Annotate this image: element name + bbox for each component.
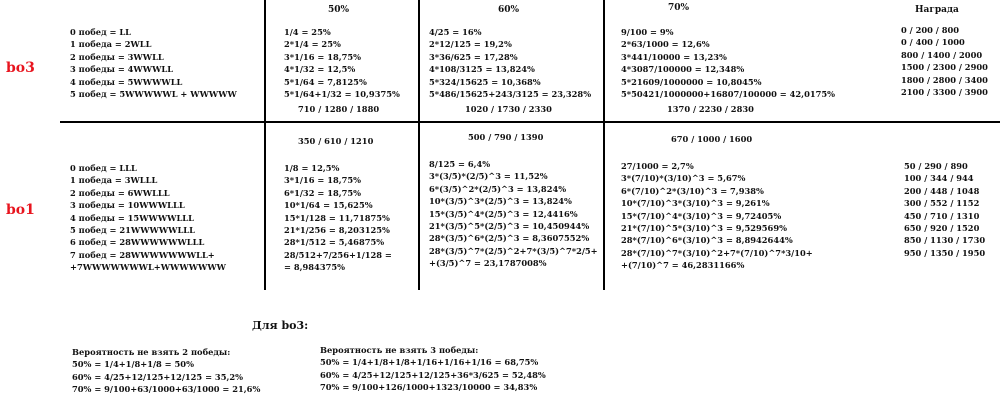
bo1-header-50: 350 / 610 / 1210 <box>298 136 374 146</box>
divider-row <box>60 121 1000 123</box>
list-item: 5 побед = 21WWWWWLLL <box>70 224 195 235</box>
list-item: 4*1/32 = 12,5% <box>284 64 356 75</box>
list-item: 650 / 920 / 1520 <box>904 222 980 233</box>
bo3-label: bo3 <box>6 60 35 76</box>
list-item: 1 победа = 3WLLL <box>70 175 158 186</box>
list-item: 9/100 = 9% <box>621 27 674 37</box>
bo1-p60-list <box>429 158 598 270</box>
list-item: 5*21609/1000000 = 10,8045% <box>621 76 762 87</box>
list-item: 0 / 400 / 1000 <box>901 37 965 48</box>
list-item: 3*(7/10)*(3/10)^3 = 5,67% <box>621 173 746 184</box>
list-item: 4 победы = 5WWWWLL <box>70 76 183 87</box>
list-item: 1/4 = 25% <box>284 27 331 37</box>
list-item: 1/8 = 12,5% <box>284 163 340 173</box>
list-item: 5 побед = 5WWWWWL + WWWWW <box>70 88 237 99</box>
list-item: 27/1000 = 2,7% <box>621 161 694 171</box>
list-item: 2100 / 3300 / 3900 <box>901 86 988 97</box>
list-item: 21*1/256 = 8,203125% <box>284 224 390 235</box>
list-item: 28*(7/10)^6*(3/10)^3 = 8,8942644% <box>621 235 793 246</box>
list-item: 15*1/128 = 11,71875% <box>284 212 390 223</box>
list-item: 100 / 344 / 944 <box>904 173 974 184</box>
bo3-p70-list <box>621 26 835 100</box>
list-item: 3 победы = 10WWWLLL <box>70 200 185 211</box>
not-two-wins-block <box>72 346 260 396</box>
list-item: 28*1/512 = 5,46875% <box>284 237 385 248</box>
list-item: 450 / 710 / 1310 <box>904 210 980 221</box>
list-item: 28*(3/5)^7*(2/5)^2+7*(3/5)^7*2/5+ <box>429 245 598 256</box>
list-item: 4*3087/100000 = 12,348% <box>621 64 745 75</box>
list-item: 50 / 290 / 890 <box>904 161 968 171</box>
list-item: 0 / 200 / 800 <box>901 25 960 35</box>
divider-col-3 <box>603 0 605 290</box>
bo3-reward-list <box>901 24 988 98</box>
list-item: 1500 / 2300 / 2900 <box>901 62 988 73</box>
bo1-wins-list <box>70 162 226 274</box>
bo3-wins-list <box>70 26 237 100</box>
list-item: 15*(7/10)^4*(3/10)^3 = 9,72405% <box>621 210 782 221</box>
list-item: 8/125 = 6,4% <box>429 159 491 169</box>
list-item: 2 победы = 6WWLLL <box>70 187 170 198</box>
list-item: 5*1/64+1/32 = 10,9375% <box>284 88 400 99</box>
list-item: 60% = 4/25+12/125+12/125+36*3/625 = 52,48% <box>320 369 546 380</box>
list-item: 0 побед = LLL <box>70 163 137 173</box>
list-item: 50% = 1/4+1/8+1/8+1/16+1/16+1/16 = 68,75% <box>320 357 539 368</box>
bo1-p70-list <box>621 160 813 272</box>
list-item: 1800 / 2800 / 3400 <box>901 74 988 85</box>
list-item: 3*(3/5)*(2/5)^3 = 11,52% <box>429 171 548 182</box>
list-item: 10*(7/10)^3*(3/10)^3 = 9,261% <box>621 198 770 209</box>
footer-title: Для bo3: <box>252 319 309 332</box>
divider-col-2 <box>418 0 420 290</box>
list-item: 70% = 9/100+126/1000+1323/10000 = 34,83% <box>320 382 538 393</box>
list-item: 3*1/16 = 18,75% <box>284 51 362 62</box>
list-item: 6*1/32 = 18,75% <box>284 187 362 198</box>
not-three-wins-block <box>320 344 546 394</box>
list-item: 6*(3/5)^2*(2/5)^3 = 13,824% <box>429 183 567 194</box>
list-item: 300 / 552 / 1152 <box>904 198 980 209</box>
list-item: = 8,984375% <box>284 262 346 273</box>
list-item: 5*1/64 = 7,8125% <box>284 76 367 87</box>
list-item: 200 / 448 / 1048 <box>904 185 980 196</box>
list-item: 4*108/3125 = 13,824% <box>429 64 535 75</box>
bo3-p60-list <box>429 26 591 100</box>
list-item: 4 победы = 15WWWWLLL <box>70 212 194 223</box>
bo1-header-70: 670 / 1000 / 1600 <box>671 134 753 144</box>
list-item: 28*(7/10)^7*(3/10)^2+7*(7/10)^7*3/10+ <box>621 247 813 258</box>
list-item: 6*(7/10)^2*(3/10)^3 = 7,938% <box>621 185 764 196</box>
list-item: 70% = 9/100+63/1000+63/1000 = 21,6% <box>72 384 261 395</box>
list-item: 6 побед = 28WWWWWWLLL <box>70 237 205 248</box>
list-item: 0 побед = LL <box>70 27 132 37</box>
list-item: 28*(3/5)^6*(2/5)^3 = 8,3607552% <box>429 233 590 244</box>
list-item: 1 победа = 2WLL <box>70 39 152 50</box>
list-item: 60% = 4/25+12/125+12/125 = 35,2% <box>72 371 244 382</box>
bo1-p50-list <box>284 162 392 274</box>
list-item: 3 победы = 4WWWLL <box>70 64 174 75</box>
list-item: 2*63/1000 = 12,6% <box>621 39 710 50</box>
list-item: 21*(7/10)^5*(3/10)^3 = 9,529569% <box>621 222 787 233</box>
list-item: +(7/10)^7 = 46,2831166% <box>621 260 745 271</box>
list-item: 850 / 1130 / 1730 <box>904 235 986 246</box>
list-item: 50% = 1/4+1/8+1/8 = 50% <box>72 359 194 370</box>
list-item: 2*12/125 = 19,2% <box>429 39 512 50</box>
list-item: +(3/5)^7 = 23,1787008% <box>429 258 547 269</box>
list-item: 950 / 1350 / 1950 <box>904 247 986 258</box>
list-item: 10*(3/5)^3*(2/5)^3 = 13,824% <box>429 196 572 207</box>
bo3-header-50: 50% <box>328 5 350 15</box>
bo1-reward-list <box>904 160 985 259</box>
block-heading: Вероятность не взять 3 победы: <box>320 345 479 355</box>
list-item: 2*1/4 = 25% <box>284 39 341 50</box>
list-item: 10*1/64 = 15,625% <box>284 200 373 211</box>
list-item: +7WWWWWWWL+WWWWWWW <box>70 262 226 273</box>
list-item: 7 побед = 28WWWWWWWLL+ <box>70 249 215 260</box>
bo3-p50-list <box>284 26 400 100</box>
list-item: 2 победы = 3WWLL <box>70 51 164 62</box>
list-item: 5*324/15625 = 10,368% <box>429 76 541 87</box>
list-item: 3*36/625 = 17,28% <box>429 51 518 62</box>
bo3-header-reward: Награда <box>915 5 959 15</box>
list-item: 4/25 = 16% <box>429 27 482 37</box>
bo3-p50-total: 710 / 1280 / 1880 <box>298 104 380 114</box>
block-heading: Вероятность не взять 2 победы: <box>72 347 231 357</box>
bo3-header-60: 60% <box>498 5 520 15</box>
bo1-label: bo1 <box>6 202 35 218</box>
list-item: 28/512+7/256+1/128 = <box>284 249 392 260</box>
list-item: 3*1/16 = 18,75% <box>284 175 362 186</box>
list-item: 5*486/15625+243/3125 = 23,328% <box>429 88 592 99</box>
bo3-header-70: 70% <box>668 3 690 13</box>
bo3-p70-total: 1370 / 2230 / 2830 <box>667 104 754 114</box>
bo3-p60-total: 1020 / 1730 / 2330 <box>465 104 552 114</box>
bo1-header-60: 500 / 790 / 1390 <box>468 132 544 142</box>
list-item: 5*50421/1000000+16807/100000 = 42,0175% <box>621 88 836 99</box>
list-item: 15*(3/5)^4*(2/5)^3 = 12,4416% <box>429 208 578 219</box>
list-item: 21*(3/5)^5*(2/5)^3 = 10,450944% <box>429 220 590 231</box>
list-item: 3*441/10000 = 13,23% <box>621 51 727 62</box>
list-item: 800 / 1400 / 2000 <box>901 49 983 60</box>
divider-col-1 <box>264 0 266 290</box>
